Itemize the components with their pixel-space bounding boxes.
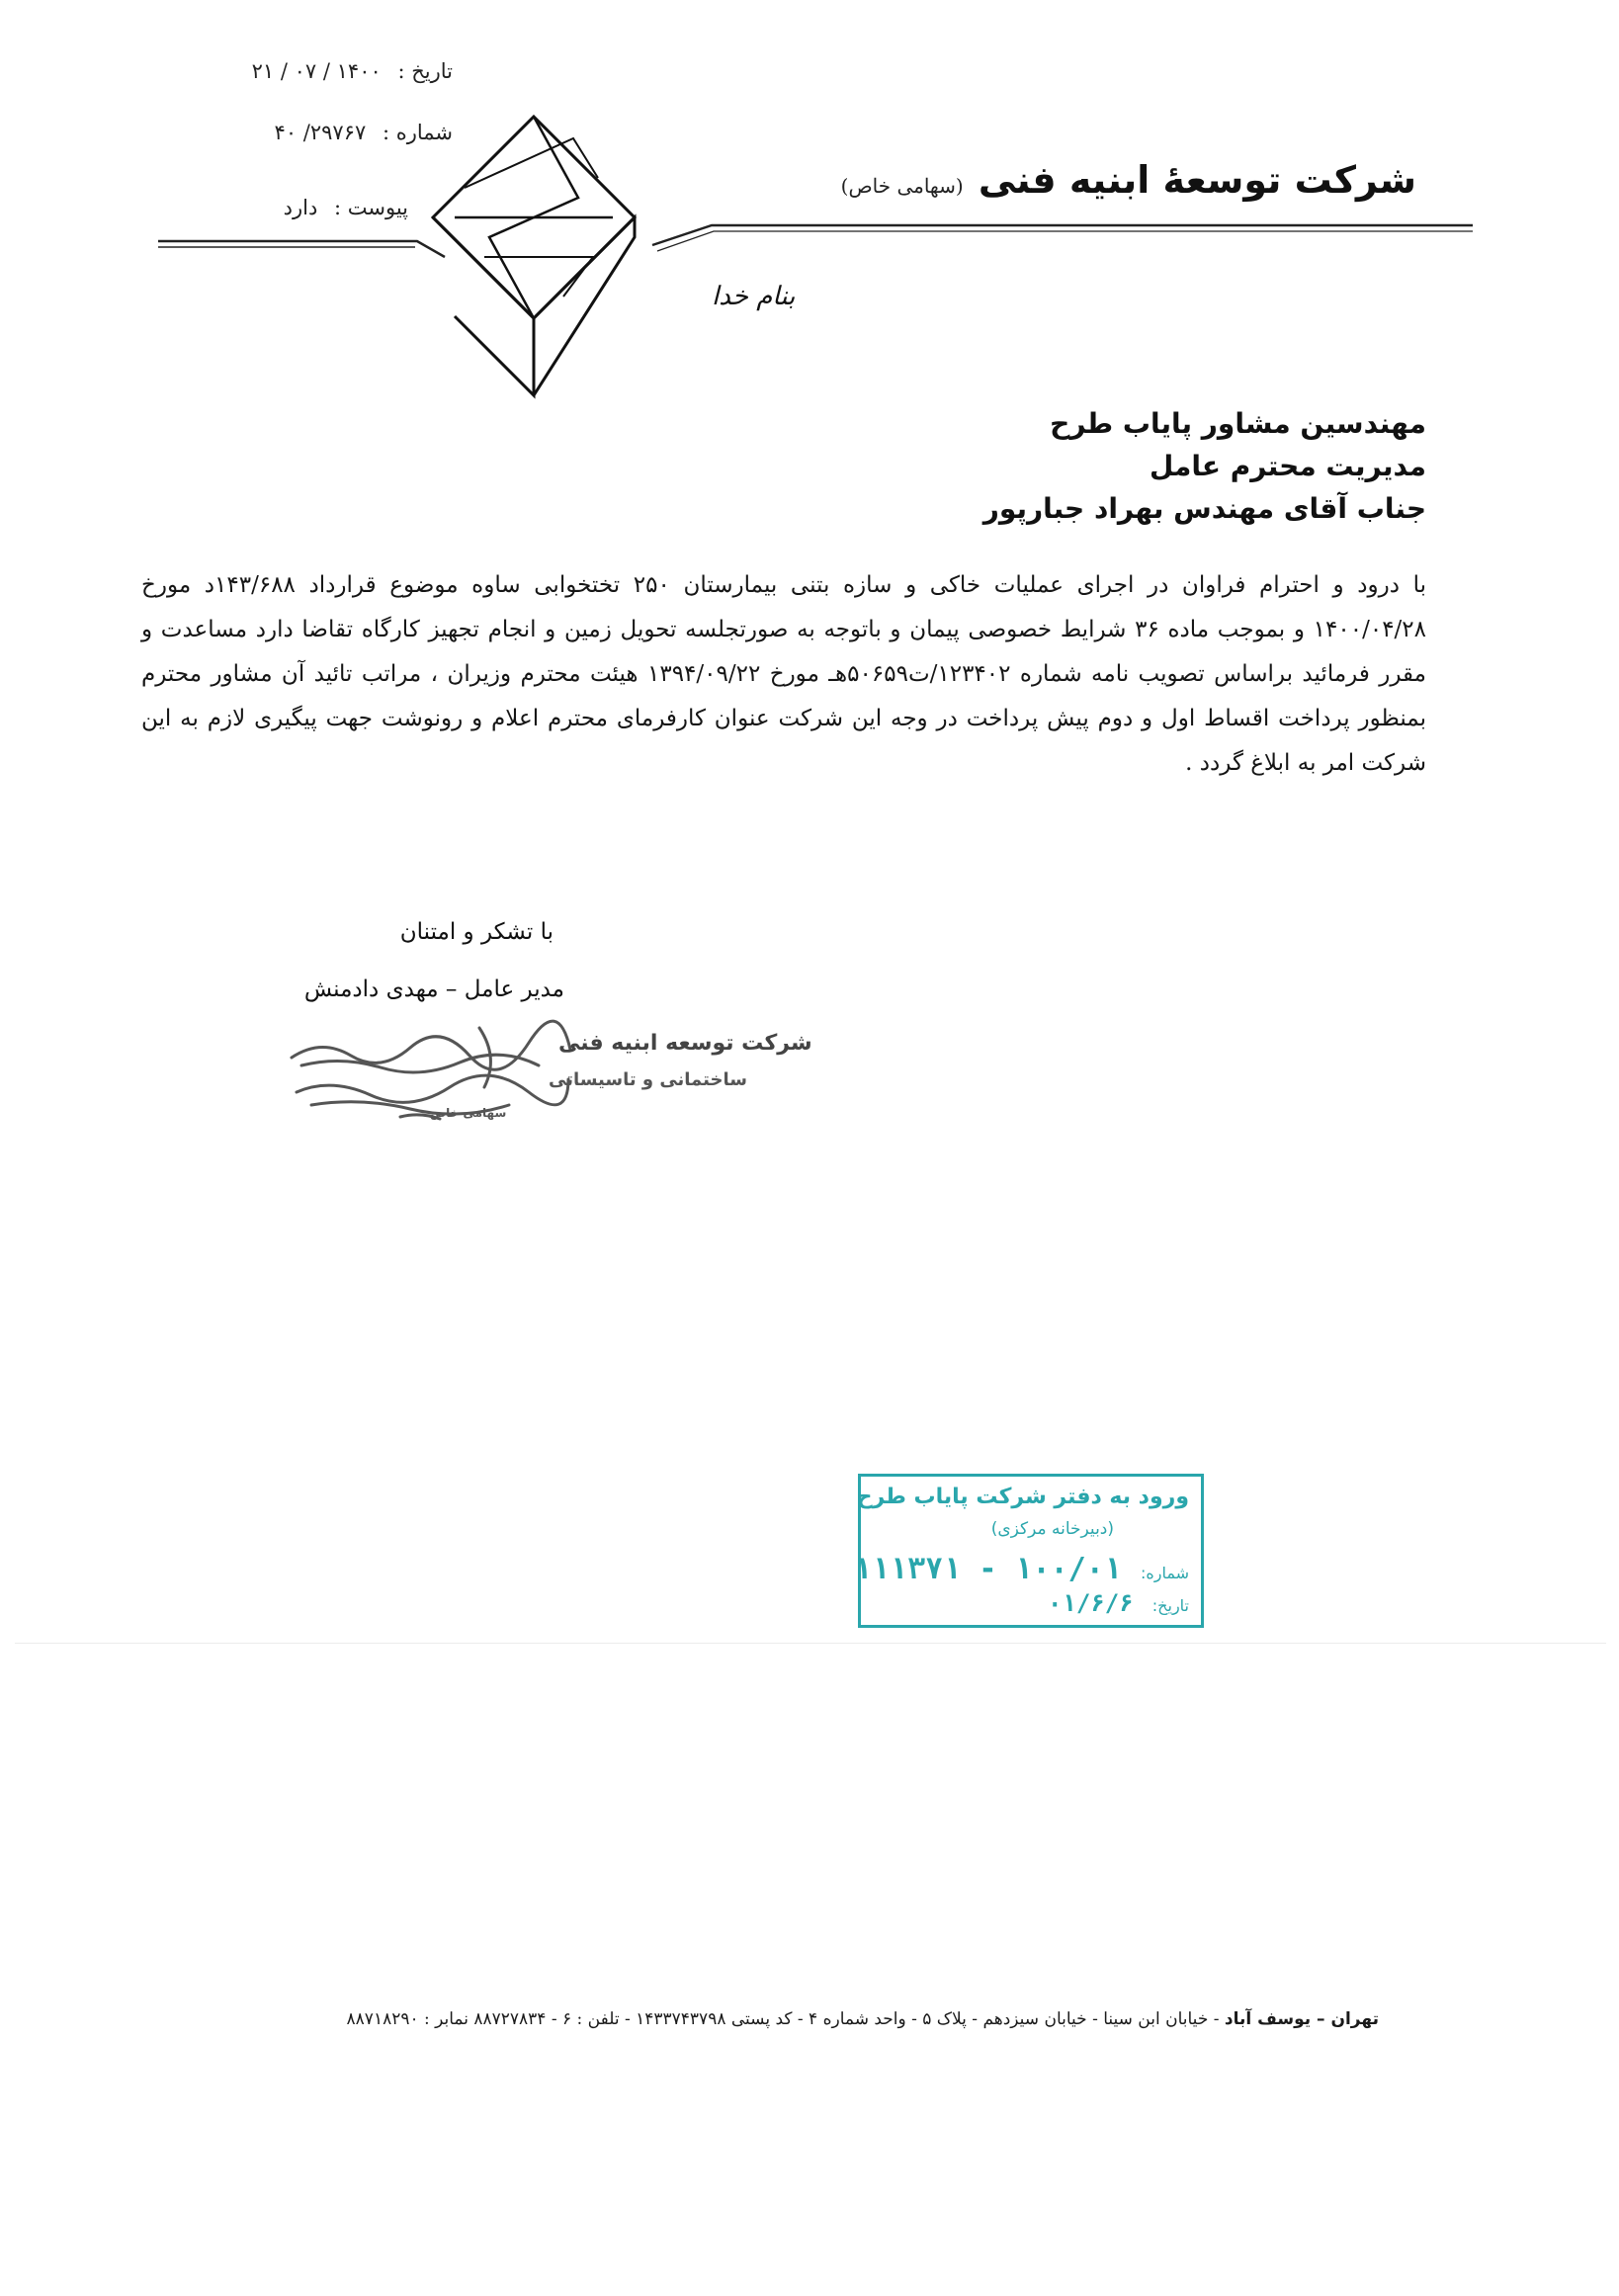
stamp-date-value: ۰۱/۶/۶ [1047, 1589, 1134, 1617]
company-logo [425, 109, 642, 400]
page-divider [15, 1643, 1606, 1644]
stamp-number-row [854, 1552, 1189, 1586]
recipient-line-2: مدیریت محترم عامل [1150, 450, 1426, 482]
attachment-value: دارد [283, 196, 318, 219]
recipient-line-1: مهندسین مشاور پایاب طرح [1050, 407, 1426, 440]
incoming-stamp [853, 1474, 1204, 1628]
stamp-number-label: شماره: [1140, 1564, 1189, 1582]
stamp-number-value: ۱۰۰/۰۱ - ۱۱۱۳۷۱ [853, 1552, 1122, 1586]
number-value: ۲۹۷۶۷/ ۴۰ [274, 121, 367, 144]
company-heading [841, 158, 1416, 202]
seal-text-3: سهامی خاص [430, 1106, 507, 1120]
footer-address [347, 2009, 1379, 2029]
stamp-date-label: تاریخ: [1151, 1596, 1189, 1615]
date-label: تاریخ : [397, 59, 453, 83]
stamp-date-row [1048, 1589, 1189, 1617]
recipient-line-3: جناب آقای مهندس بهراد جبارپور [982, 492, 1426, 525]
basmala: بنام خدا [712, 282, 796, 311]
attachment-label: پیوست : [334, 196, 408, 219]
seal-text-1: شرکت توسعه ابنیه فنی [558, 1031, 812, 1056]
stamp-title: ورود به دفتر شرکت پایاب طرح [856, 1485, 1189, 1509]
number-label: شماره : [382, 121, 453, 144]
company-seal-signature [282, 1018, 812, 1127]
closing-thanks: با تشکر و امتنان [399, 919, 554, 945]
company-name: شرکت توسعهٔ ابنیه فنی [978, 158, 1416, 202]
signatory-line: مدیر عامل – مهدی دادمنش [303, 977, 564, 1002]
footer-phone-fax: ۸۸۷۲۷۸۳۴ نمابر : ۸۸۷۱۸۲۹۰ [346, 2009, 547, 2029]
date-line [252, 59, 453, 83]
footer-street: - خیابان ابن سینا - خیابان سیزدهم - پلاک ۵ - واحد شماره ۴ - کد پستی ۱۴۳۳۷۴۳۷۹۸ - تلفن : ۶ - [546, 2009, 1225, 2029]
letter-body: با درود و احترام فراوان در اجرای عملیات خاکی و سازه بتنی بیمارستان ۲۵۰ تختخوابی ساوه موضوع قرارداد ۱۴۳/۶۸۸د مورخ ۱۴۰۰/۰۴/۲۸ و بموجب ماده ۳۶ شرایط خصوصی پیمان و باتوجه به صورتجلسه تحویل زمین و انجام تجهیز کارگاه تقاضا دارد مساعدت و مقرر فرمائید براساس تصویب نامه شماره ۱۲۳۴۰۲/ت۵۰۶۵۹هـ مورخ ۱۳۹۴/۰۹/۲۲ هیئت محترم وزیران ، مراتب تائید آن مشاور محترم بمنظور پرداخت اقساط اول و دوم پیش پرداخت در وجه این شرکت عنوان کارفرمای محترم اعلام و رونوشت جهت پیگیری لازم به این شرکت امر به ابلاغ گردد . [141, 572, 1427, 776]
footer-city: تهران – یوسف آباد [1224, 2009, 1379, 2029]
date-value: ۱۴۰۰ / ۰۷ / ۲۱ [251, 59, 382, 83]
stamp-subtitle: (دبیرخانه مرکزی) [990, 1519, 1114, 1539]
company-type: (سهامی خاص) [840, 174, 964, 198]
header-rule [158, 208, 1473, 336]
seal-text-2: ساختمانی و تاسیساتی [549, 1069, 747, 1090]
